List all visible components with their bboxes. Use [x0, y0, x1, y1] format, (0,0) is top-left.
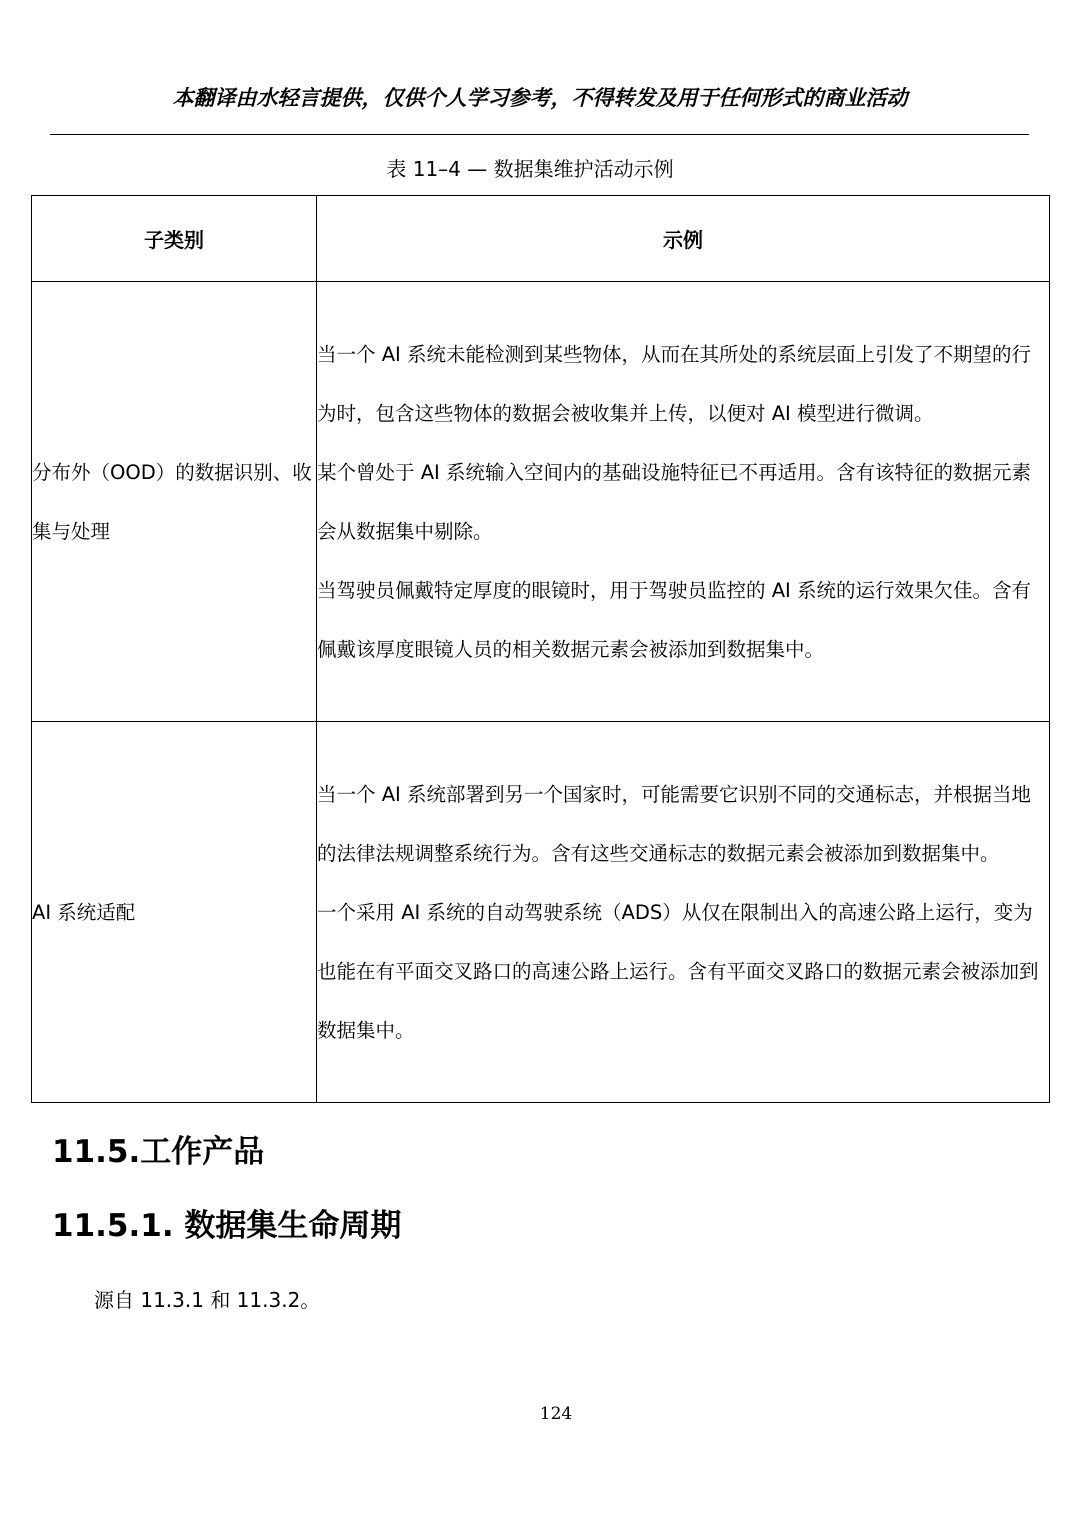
section-heading-work-products: 11.5.工作产品 [52, 1134, 265, 1170]
table-row [32, 282, 1050, 722]
body-paragraph: 源自 11.3.1 和 11.3.2。 [94, 1288, 321, 1312]
header-disclaimer: 本翻译由水轻言提供，仅供个人学习参考，不得转发及用于任何形式的商业活动 [172, 86, 908, 110]
table-row [32, 722, 1050, 1103]
example-paragraph: 当驾驶员佩戴特定厚度的眼镜时，用于驾驶员监控的 AI 系统的运行效果欠佳。含有佩戴该厚度眼镜人员的相关数据元素会被添加到数据集中。 [317, 578, 1031, 661]
page-number: 124 [539, 1404, 573, 1424]
category-cell: AI 系统适配 [32, 722, 317, 1103]
example-paragraph: 当一个 AI 系统未能检测到某些物体，从而在其所处的系统层面上引发了不期望的行为时，包含这些物体的数据会被收集并上传，以便对 AI 模型进行微调。 [317, 342, 1031, 425]
maintenance-examples-table [31, 195, 1050, 1103]
example-cell [317, 722, 1050, 1103]
subsection-heading-dataset-lifecycle: 11.5.1. 数据集生命周期 [52, 1208, 402, 1244]
column-header-subcategory: 子类别 [32, 196, 317, 282]
example-paragraph: 当一个 AI 系统部署到另一个国家时，可能需要它识别不同的交通标志，并根据当地的法律法规调整系统行为。含有这些交通标志的数据元素会被添加到数据集中。 [317, 782, 1031, 865]
category-cell: 分布外（OOD）的数据识别、收集与处理 [32, 282, 317, 722]
column-header-example: 示例 [317, 196, 1050, 282]
example-paragraph: 某个曾处于 AI 系统输入空间内的基础设施特征已不再适用。含有该特征的数据元素会从数据集中剔除。 [317, 460, 1031, 543]
header-divider [50, 134, 1029, 135]
table-header-row [32, 196, 1050, 282]
example-cell [317, 282, 1050, 722]
table-caption: 表 11–4 — 数据集维护活动示例 [386, 157, 674, 181]
example-paragraph: 一个采用 AI 系统的自动驾驶系统（ADS）从仅在限制出入的高速公路上运行，变为也能在有平面交叉路口的高速公路上运行。含有平面交叉路口的数据元素会被添加到数据集中。 [317, 900, 1039, 1042]
